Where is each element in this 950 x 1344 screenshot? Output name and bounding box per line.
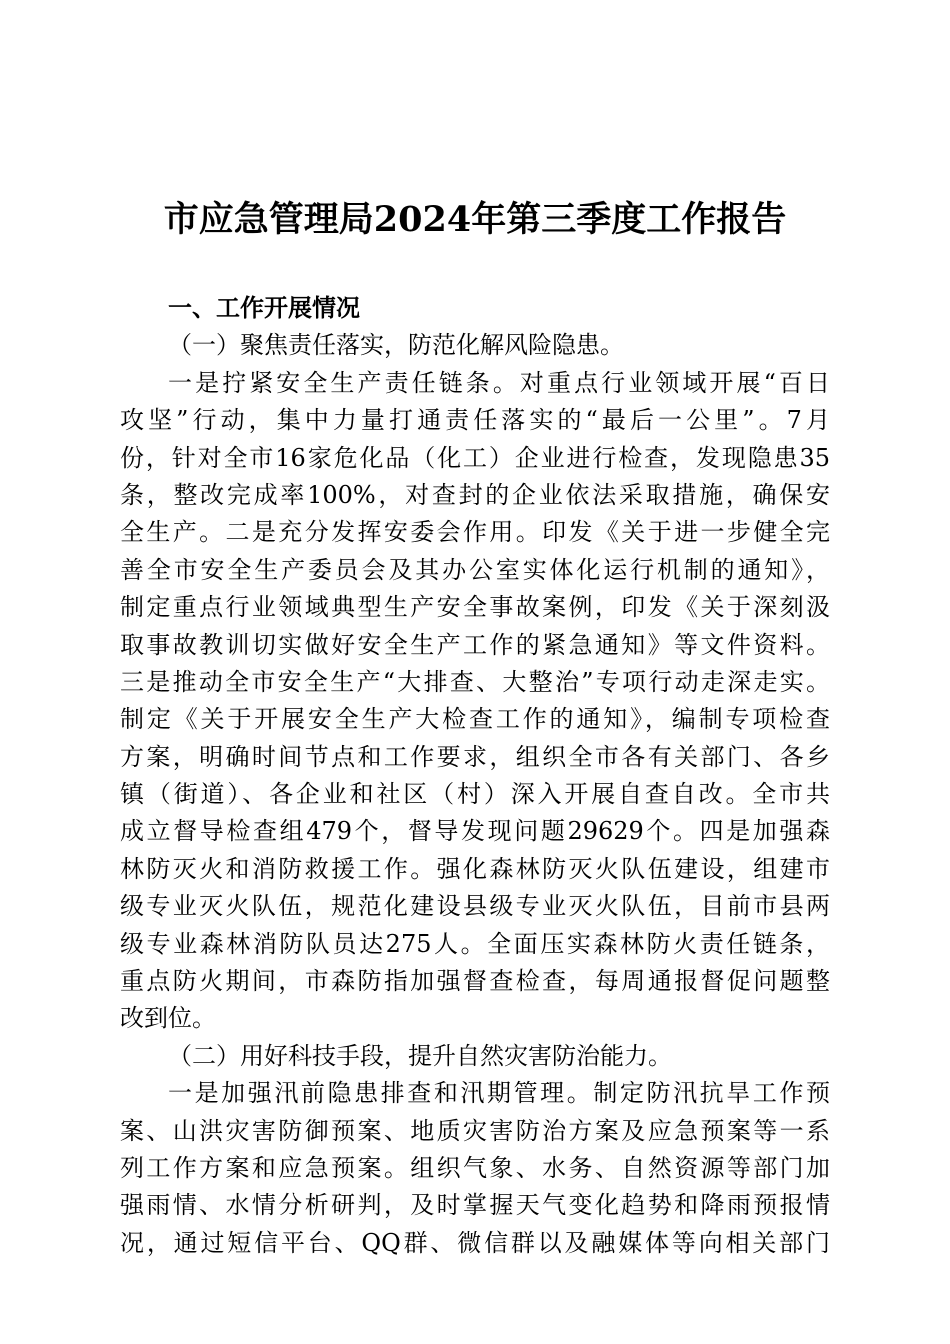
subsection-heading-1: （一）聚焦责任落实，防范化解风险隐患。 bbox=[168, 331, 624, 360]
document-title: 市应急管理局2024年第三季度工作报告 bbox=[163, 199, 787, 240]
paragraph-line: 案、山洪灾害防御预案、地质灾害防治方案及应急预案等一系 bbox=[120, 1116, 830, 1145]
paragraph-line: 条，整改完成率100%，对查封的企业依法采取措施，确保安 bbox=[120, 480, 830, 509]
paragraph-line: 级专业森林消防队员达275人。全面压实森林防火责任链条， bbox=[120, 929, 830, 958]
paragraph-line: 份，针对全市16家危化品（化工）企业进行检查，发现隐患35 bbox=[120, 443, 830, 472]
paragraph-line: 级专业灭火队伍，规范化建设县级专业灭火队伍，目前市县两 bbox=[120, 892, 830, 921]
paragraph-line: 全生产。二是充分发挥安委会作用。印发《关于进一步健全完 bbox=[120, 518, 830, 547]
paragraph-line: 林防灭火和消防救援工作。强化森林防灭火队伍建设，组建市 bbox=[120, 854, 830, 883]
subsection-1-body bbox=[120, 365, 830, 1038]
paragraph-line: 强雨情、水情分析研判，及时掌握天气变化趋势和降雨预报情 bbox=[120, 1191, 830, 1220]
paragraph-line: 制定重点行业领域典型生产安全事故案例，印发《关于深刻汲 bbox=[120, 593, 830, 622]
paragraph-line: 重点防火期间，市森防指加强督查检查，每周通报督促问题整 bbox=[120, 967, 830, 996]
paragraph-line: 况，通过短信平台、QQ群、微信群以及融媒体等向相关部门 bbox=[120, 1228, 830, 1257]
document-body bbox=[120, 290, 830, 1262]
paragraph-line: 成立督导检查组479个，督导发现问题29629个。四是加强森 bbox=[120, 817, 830, 846]
section-heading-1: 一、工作开展情况 bbox=[168, 294, 360, 322]
paragraph-line: 攻坚”行动，集中力量打通责任落实的“最后一公里”。7月 bbox=[120, 406, 830, 435]
paragraph-line: 镇（街道）、各企业和社区（村）深入开展自查自改。全市共 bbox=[120, 780, 830, 809]
paragraph-line: 三是推动全市安全生产“大排查、大整治”专项行动走深走实。 bbox=[120, 667, 830, 696]
paragraph-line: 取事故教训切实做好安全生产工作的紧急通知》等文件资料。 bbox=[120, 630, 830, 659]
paragraph-line: 一是拧紧安全生产责任链条。对重点行业领域开展“百日 bbox=[168, 368, 830, 397]
paragraph-line: 方案，明确时间节点和工作要求，组织全市各有关部门、各乡 bbox=[120, 742, 830, 771]
paragraph-line: 一是加强汛前隐患排查和汛期管理。制定防汛抗旱工作预 bbox=[168, 1079, 830, 1108]
paragraph-line: 列工作方案和应急预案。组织气象、水务、自然资源等部门加 bbox=[120, 1153, 830, 1182]
subsection-2-body bbox=[120, 1075, 830, 1262]
paragraph-line: 改到位。 bbox=[120, 1004, 216, 1033]
subsection-heading-2: （二）用好科技手段，提升自然灾害防治能力。 bbox=[168, 1041, 672, 1070]
paragraph-line: 善全市安全生产委员会及其办公室实体化运行机制的通知》， bbox=[120, 555, 830, 584]
paragraph-line: 制定《关于开展安全生产大检查工作的通知》，编制专项检查 bbox=[120, 705, 830, 734]
